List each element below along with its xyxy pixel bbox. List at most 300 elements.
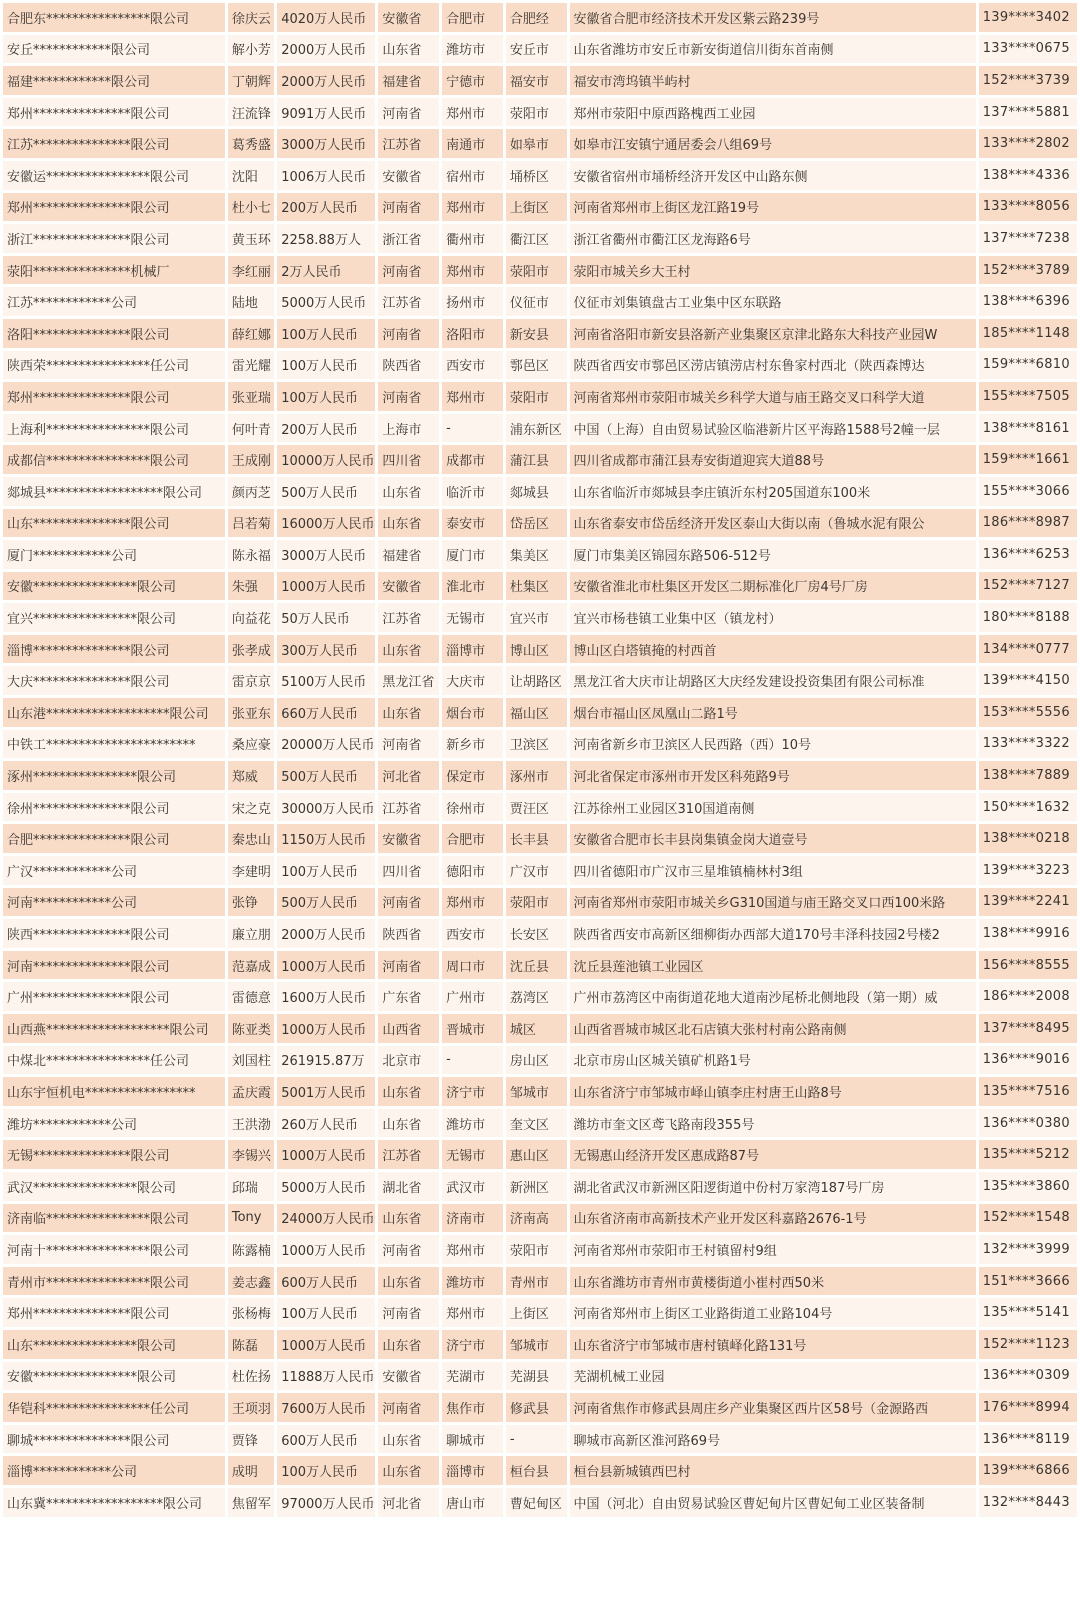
phone-cell: 136****9016 bbox=[979, 1046, 1077, 1075]
table-row bbox=[3, 35, 1077, 64]
district-cell: 长丰县 bbox=[506, 824, 567, 853]
address-cell: 黑龙江省大庆市让胡路区大庆经发建设投资集团有限公司标准 bbox=[570, 666, 976, 695]
district-cell: 奎文区 bbox=[506, 1109, 567, 1138]
district-cell: 邹城市 bbox=[506, 1077, 567, 1106]
province-cell: 河北省 bbox=[378, 761, 439, 790]
city-cell: 无锡市 bbox=[442, 1140, 503, 1169]
table-body bbox=[3, 3, 1077, 1517]
legal-person-cell: 李建明 bbox=[228, 856, 274, 885]
table-row bbox=[3, 1456, 1077, 1485]
legal-person-cell: 陈亚类 bbox=[228, 1014, 274, 1043]
address-cell: 安徽省淮北市杜集区开发区二期标准化厂房4号厂房 bbox=[570, 572, 976, 601]
district-cell: 郯城县 bbox=[506, 477, 567, 506]
city-cell: 西安市 bbox=[442, 919, 503, 948]
registered-capital-cell: 5000万人民币 bbox=[277, 287, 375, 316]
district-cell: 蒲江县 bbox=[506, 445, 567, 474]
address-cell: 安徽省合肥市长丰县岗集镇金岗大道壹号 bbox=[570, 824, 976, 853]
table-row bbox=[3, 3, 1077, 32]
phone-cell: 153****5556 bbox=[979, 698, 1077, 727]
province-cell: 安徽省 bbox=[378, 572, 439, 601]
district-cell: 荥阳市 bbox=[506, 1235, 567, 1264]
registered-capital-cell: 11888万人民币 bbox=[277, 1362, 375, 1391]
phone-cell: 152****1548 bbox=[979, 1204, 1077, 1233]
phone-cell: 152****3739 bbox=[979, 66, 1077, 95]
company-name-cell: 青州市****************限公司 bbox=[3, 1267, 225, 1296]
phone-cell: 132****3999 bbox=[979, 1235, 1077, 1264]
district-cell: 贾汪区 bbox=[506, 793, 567, 822]
phone-cell: 135****5212 bbox=[979, 1140, 1077, 1169]
registered-capital-cell: 1600万人民币 bbox=[277, 982, 375, 1011]
district-cell: 荔湾区 bbox=[506, 982, 567, 1011]
province-cell: 山东省 bbox=[378, 477, 439, 506]
company-name-cell: 郑州***************限公司 bbox=[3, 193, 225, 222]
district-cell: 桓台县 bbox=[506, 1456, 567, 1485]
province-cell: 山东省 bbox=[378, 509, 439, 538]
province-cell: 山东省 bbox=[378, 35, 439, 64]
registered-capital-cell: 200万人民币 bbox=[277, 193, 375, 222]
phone-cell: 138****6396 bbox=[979, 287, 1077, 316]
province-cell: 河南省 bbox=[378, 1298, 439, 1327]
district-cell: 长安区 bbox=[506, 919, 567, 948]
phone-cell: 138****7889 bbox=[979, 761, 1077, 790]
district-cell: 青州市 bbox=[506, 1267, 567, 1296]
company-name-cell: 江苏***************限公司 bbox=[3, 129, 225, 158]
phone-cell: 138****0218 bbox=[979, 824, 1077, 853]
district-cell: 沈丘县 bbox=[506, 951, 567, 980]
province-cell: 山东省 bbox=[378, 1204, 439, 1233]
table-row bbox=[3, 445, 1077, 474]
legal-person-cell: 雷光耀 bbox=[228, 351, 274, 380]
city-cell: 潍坊市 bbox=[442, 35, 503, 64]
company-name-cell: 华铠科****************任公司 bbox=[3, 1393, 225, 1422]
registered-capital-cell: 300万人民币 bbox=[277, 635, 375, 664]
registered-capital-cell: 1000万人民币 bbox=[277, 1014, 375, 1043]
legal-person-cell: 陆地 bbox=[228, 287, 274, 316]
company-name-cell: 安徽运****************限公司 bbox=[3, 161, 225, 190]
legal-person-cell: 焦留军 bbox=[228, 1488, 274, 1517]
district-cell: 杜集区 bbox=[506, 572, 567, 601]
legal-person-cell: 葛秀盛 bbox=[228, 129, 274, 158]
registered-capital-cell: 500万人民币 bbox=[277, 761, 375, 790]
address-cell: 沈丘县莲池镇工业园区 bbox=[570, 951, 976, 980]
province-cell: 陕西省 bbox=[378, 351, 439, 380]
address-cell: 北京市房山区城关镇矿机路1号 bbox=[570, 1046, 976, 1075]
province-cell: 湖北省 bbox=[378, 1172, 439, 1201]
legal-person-cell: 范嘉成 bbox=[228, 951, 274, 980]
city-cell: 潍坊市 bbox=[442, 1109, 503, 1138]
legal-person-cell: 王洪渤 bbox=[228, 1109, 274, 1138]
address-cell: 中国（上海）自由贸易试验区临港新片区平海路1588号2幢一层 bbox=[570, 414, 976, 443]
district-cell: 荥阳市 bbox=[506, 382, 567, 411]
city-cell: 宁德市 bbox=[442, 66, 503, 95]
registered-capital-cell: 2000万人民币 bbox=[277, 66, 375, 95]
city-cell: 芜湖市 bbox=[442, 1362, 503, 1391]
province-cell: 广东省 bbox=[378, 982, 439, 1011]
legal-person-cell: 张孝成 bbox=[228, 635, 274, 664]
district-cell: 邹城市 bbox=[506, 1330, 567, 1359]
legal-person-cell: 丁朝辉 bbox=[228, 66, 274, 95]
registered-capital-cell: 1000万人民币 bbox=[277, 1140, 375, 1169]
address-cell: 山西省晋城市城区北石店镇大张村村南公路南侧 bbox=[570, 1014, 976, 1043]
legal-person-cell: 解小芳 bbox=[228, 35, 274, 64]
company-name-cell: 中铁工*********************** bbox=[3, 730, 225, 759]
table-row bbox=[3, 382, 1077, 411]
district-cell: 集美区 bbox=[506, 540, 567, 569]
phone-cell: 133****8056 bbox=[979, 193, 1077, 222]
registered-capital-cell: 30000万人民币 bbox=[277, 793, 375, 822]
address-cell: 陕西省西安市高新区细柳街办西部大道170号丰泽科技园2号楼2 bbox=[570, 919, 976, 948]
registered-capital-cell: 2258.88万人 bbox=[277, 224, 375, 253]
province-cell: 山东省 bbox=[378, 1456, 439, 1485]
phone-cell: 152****1123 bbox=[979, 1330, 1077, 1359]
district-cell: 衢江区 bbox=[506, 224, 567, 253]
province-cell: 安徽省 bbox=[378, 1362, 439, 1391]
company-name-cell: 中煤北****************任公司 bbox=[3, 1046, 225, 1075]
registered-capital-cell: 2000万人民币 bbox=[277, 919, 375, 948]
address-cell: 山东省潍坊市安丘市新安街道信川街东首南侧 bbox=[570, 35, 976, 64]
legal-person-cell: 邱瑞 bbox=[228, 1172, 274, 1201]
phone-cell: 139****3402 bbox=[979, 3, 1077, 32]
registered-capital-cell: 1006万人民币 bbox=[277, 161, 375, 190]
registered-capital-cell: 1000万人民币 bbox=[277, 572, 375, 601]
table-row bbox=[3, 666, 1077, 695]
phone-cell: 136****8119 bbox=[979, 1425, 1077, 1454]
table-row bbox=[3, 982, 1077, 1011]
table-row bbox=[3, 224, 1077, 253]
province-cell: 上海市 bbox=[378, 414, 439, 443]
phone-cell: 133****2802 bbox=[979, 129, 1077, 158]
table-row bbox=[3, 1077, 1077, 1106]
registered-capital-cell: 200万人民币 bbox=[277, 414, 375, 443]
company-name-cell: 上海利****************限公司 bbox=[3, 414, 225, 443]
legal-person-cell: 李锡兴 bbox=[228, 1140, 274, 1169]
table-row bbox=[3, 98, 1077, 127]
table-row bbox=[3, 1425, 1077, 1454]
province-cell: 安徽省 bbox=[378, 3, 439, 32]
company-name-cell: 陕西***************限公司 bbox=[3, 919, 225, 948]
province-cell: 河南省 bbox=[378, 888, 439, 917]
company-name-cell: 安徽****************限公司 bbox=[3, 572, 225, 601]
legal-person-cell: 王成刚 bbox=[228, 445, 274, 474]
district-cell: - bbox=[506, 1425, 567, 1454]
city-cell: 泰安市 bbox=[442, 509, 503, 538]
table-row bbox=[3, 540, 1077, 569]
legal-person-cell: 颜丙芝 bbox=[228, 477, 274, 506]
address-cell: 如皋市江安镇宁通居委会八组69号 bbox=[570, 129, 976, 158]
table-row bbox=[3, 1140, 1077, 1169]
registered-capital-cell: 3000万人民币 bbox=[277, 540, 375, 569]
registered-capital-cell: 100万人民币 bbox=[277, 856, 375, 885]
company-name-cell: 淄博************公司 bbox=[3, 1456, 225, 1485]
city-cell: 周口市 bbox=[442, 951, 503, 980]
registered-capital-cell: 5100万人民币 bbox=[277, 666, 375, 695]
phone-cell: 133****0675 bbox=[979, 35, 1077, 64]
phone-cell: 135****3860 bbox=[979, 1172, 1077, 1201]
address-cell: 河南省郑州市上街区龙江路19号 bbox=[570, 193, 976, 222]
legal-person-cell: 张杨梅 bbox=[228, 1298, 274, 1327]
company-name-cell: 徐州***************限公司 bbox=[3, 793, 225, 822]
phone-cell: 138****9916 bbox=[979, 919, 1077, 948]
city-cell: 新乡市 bbox=[442, 730, 503, 759]
registered-capital-cell: 4020万人民币 bbox=[277, 3, 375, 32]
address-cell: 河南省郑州市上街区工业路街道工业路104号 bbox=[570, 1298, 976, 1327]
phone-cell: 159****1661 bbox=[979, 445, 1077, 474]
city-cell: 唐山市 bbox=[442, 1488, 503, 1517]
registered-capital-cell: 1000万人民币 bbox=[277, 1330, 375, 1359]
city-cell: 厦门市 bbox=[442, 540, 503, 569]
city-cell: 聊城市 bbox=[442, 1425, 503, 1454]
phone-cell: 155****7505 bbox=[979, 382, 1077, 411]
registered-capital-cell: 100万人民币 bbox=[277, 319, 375, 348]
province-cell: 河南省 bbox=[378, 256, 439, 285]
legal-person-cell: 姜志鑫 bbox=[228, 1267, 274, 1296]
province-cell: 福建省 bbox=[378, 66, 439, 95]
company-name-cell: 成都信****************限公司 bbox=[3, 445, 225, 474]
phone-cell: 137****7238 bbox=[979, 224, 1077, 253]
province-cell: 北京市 bbox=[378, 1046, 439, 1075]
company-name-cell: 淄博***************限公司 bbox=[3, 635, 225, 664]
city-cell: 临沂市 bbox=[442, 477, 503, 506]
province-cell: 山东省 bbox=[378, 1267, 439, 1296]
table-row bbox=[3, 1204, 1077, 1233]
legal-person-cell: 陈露楠 bbox=[228, 1235, 274, 1264]
address-cell: 陕西省西安市鄠邑区涝店镇涝店村东鲁家村西北（陕西森博达 bbox=[570, 351, 976, 380]
registered-capital-cell: 97000万人民币 bbox=[277, 1488, 375, 1517]
phone-cell: 137****8495 bbox=[979, 1014, 1077, 1043]
province-cell: 河南省 bbox=[378, 1393, 439, 1422]
phone-cell: 136****6253 bbox=[979, 540, 1077, 569]
phone-cell: 136****0309 bbox=[979, 1362, 1077, 1391]
city-cell: 潍坊市 bbox=[442, 1267, 503, 1296]
city-cell: 郑州市 bbox=[442, 193, 503, 222]
province-cell: 山西省 bbox=[378, 1014, 439, 1043]
table-row bbox=[3, 1046, 1077, 1075]
legal-person-cell: 张亚东 bbox=[228, 698, 274, 727]
address-cell: 河南省洛阳市新安县洛新产业集聚区京津北路东大科技产业园W bbox=[570, 319, 976, 348]
province-cell: 河南省 bbox=[378, 382, 439, 411]
registered-capital-cell: 20000万人民币 bbox=[277, 730, 375, 759]
registered-capital-cell: 500万人民币 bbox=[277, 888, 375, 917]
table-row bbox=[3, 793, 1077, 822]
city-cell: 成都市 bbox=[442, 445, 503, 474]
company-name-cell: 郑州***************限公司 bbox=[3, 98, 225, 127]
city-cell: 焦作市 bbox=[442, 1393, 503, 1422]
legal-person-cell: 陈磊 bbox=[228, 1330, 274, 1359]
district-cell: 芜湖县 bbox=[506, 1362, 567, 1391]
legal-person-cell: 向益花 bbox=[228, 603, 274, 632]
legal-person-cell: 汪流锋 bbox=[228, 98, 274, 127]
province-cell: 安徽省 bbox=[378, 824, 439, 853]
city-cell: 南通市 bbox=[442, 129, 503, 158]
address-cell: 芜湖机械工业园 bbox=[570, 1362, 976, 1391]
city-cell: 合肥市 bbox=[442, 824, 503, 853]
province-cell: 江苏省 bbox=[378, 129, 439, 158]
address-cell: 浙江省衢州市衢江区龙海路6号 bbox=[570, 224, 976, 253]
district-cell: 鄠邑区 bbox=[506, 351, 567, 380]
legal-person-cell: 秦忠山 bbox=[228, 824, 274, 853]
address-cell: 荥阳市城关乡大王村 bbox=[570, 256, 976, 285]
province-cell: 江苏省 bbox=[378, 603, 439, 632]
city-cell: 晋城市 bbox=[442, 1014, 503, 1043]
province-cell: 黑龙江省 bbox=[378, 666, 439, 695]
district-cell: 城区 bbox=[506, 1014, 567, 1043]
table-row bbox=[3, 161, 1077, 190]
phone-cell: 185****1148 bbox=[979, 319, 1077, 348]
city-cell: - bbox=[442, 1046, 503, 1075]
phone-cell: 186****2008 bbox=[979, 982, 1077, 1011]
registered-capital-cell: 5000万人民币 bbox=[277, 1172, 375, 1201]
table-row bbox=[3, 193, 1077, 222]
address-cell: 河南省郑州市荥阳市城关乡G310国道与庙王路交叉口西100米路 bbox=[570, 888, 976, 917]
table-row bbox=[3, 856, 1077, 885]
address-cell: 河南省焦作市修武县周庄乡产业集聚区西片区58号（金源路西 bbox=[570, 1393, 976, 1422]
city-cell: 济宁市 bbox=[442, 1330, 503, 1359]
company-name-cell: 江苏************公司 bbox=[3, 287, 225, 316]
table-row bbox=[3, 1235, 1077, 1264]
registered-capital-cell: 600万人民币 bbox=[277, 1425, 375, 1454]
address-cell: 宜兴市杨巷镇工业集中区（镇龙村） bbox=[570, 603, 976, 632]
company-name-cell: 浙江***************限公司 bbox=[3, 224, 225, 253]
company-name-cell: 聊城***************限公司 bbox=[3, 1425, 225, 1454]
phone-cell: 150****1632 bbox=[979, 793, 1077, 822]
district-cell: 曹妃甸区 bbox=[506, 1488, 567, 1517]
legal-person-cell: 吕若菊 bbox=[228, 509, 274, 538]
district-cell: 涿州市 bbox=[506, 761, 567, 790]
district-cell: 广汉市 bbox=[506, 856, 567, 885]
district-cell: 岱岳区 bbox=[506, 509, 567, 538]
table-row bbox=[3, 603, 1077, 632]
legal-person-cell: 王项羽 bbox=[228, 1393, 274, 1422]
company-name-cell: 山东宇恒机电***************** bbox=[3, 1077, 225, 1106]
table-row bbox=[3, 1393, 1077, 1422]
registered-capital-cell: 100万人民币 bbox=[277, 351, 375, 380]
city-cell: 保定市 bbox=[442, 761, 503, 790]
address-cell: 安徽省宿州市埇桥经济开发区中山路东侧 bbox=[570, 161, 976, 190]
province-cell: 山东省 bbox=[378, 1330, 439, 1359]
city-cell: 宿州市 bbox=[442, 161, 503, 190]
table-row bbox=[3, 319, 1077, 348]
table-row bbox=[3, 761, 1077, 790]
district-cell: 新洲区 bbox=[506, 1172, 567, 1201]
phone-cell: 180****8188 bbox=[979, 603, 1077, 632]
company-name-cell: 厦门************公司 bbox=[3, 540, 225, 569]
province-cell: 四川省 bbox=[378, 856, 439, 885]
address-cell: 无锡惠山经济开发区惠成路87号 bbox=[570, 1140, 976, 1169]
table-row bbox=[3, 951, 1077, 980]
phone-cell: 176****8994 bbox=[979, 1393, 1077, 1422]
phone-cell: 135****5141 bbox=[979, 1298, 1077, 1327]
legal-person-cell: 李红丽 bbox=[228, 256, 274, 285]
province-cell: 河南省 bbox=[378, 98, 439, 127]
legal-person-cell: 廉立朋 bbox=[228, 919, 274, 948]
city-cell: 大庆市 bbox=[442, 666, 503, 695]
address-cell: 博山区白塔镇掩的村西首 bbox=[570, 635, 976, 664]
company-name-cell: 合肥东****************限公司 bbox=[3, 3, 225, 32]
address-cell: 河北省保定市涿州市开发区科苑路9号 bbox=[570, 761, 976, 790]
company-name-cell: 合肥***************限公司 bbox=[3, 824, 225, 853]
phone-cell: 136****0380 bbox=[979, 1109, 1077, 1138]
legal-person-cell: 朱强 bbox=[228, 572, 274, 601]
table-row bbox=[3, 635, 1077, 664]
district-cell: 卫滨区 bbox=[506, 730, 567, 759]
province-cell: 江苏省 bbox=[378, 793, 439, 822]
address-cell: 湖北省武汉市新洲区阳逻街道中份村万家湾187号厂房 bbox=[570, 1172, 976, 1201]
city-cell: 济宁市 bbox=[442, 1077, 503, 1106]
legal-person-cell: 徐庆云 bbox=[228, 3, 274, 32]
address-cell: 厦门市集美区锦园东路506-512号 bbox=[570, 540, 976, 569]
company-name-cell: 山东****************限公司 bbox=[3, 1330, 225, 1359]
address-cell: 广州市荔湾区中南街道花地大道南沙尾桥北侧地段（第一期）威 bbox=[570, 982, 976, 1011]
table-row bbox=[3, 888, 1077, 917]
company-name-cell: 广汉************公司 bbox=[3, 856, 225, 885]
phone-cell: 152****3789 bbox=[979, 256, 1077, 285]
district-cell: 博山区 bbox=[506, 635, 567, 664]
city-cell: 武汉市 bbox=[442, 1172, 503, 1201]
city-cell: 衢州市 bbox=[442, 224, 503, 253]
registered-capital-cell: 500万人民币 bbox=[277, 477, 375, 506]
province-cell: 河南省 bbox=[378, 1235, 439, 1264]
company-name-cell: 广州***************限公司 bbox=[3, 982, 225, 1011]
table-row bbox=[3, 1172, 1077, 1201]
table-row bbox=[3, 414, 1077, 443]
address-cell: 山东省潍坊市青州市黄楼街道小崔村西50米 bbox=[570, 1267, 976, 1296]
city-cell: 郑州市 bbox=[442, 382, 503, 411]
phone-cell: 139****4150 bbox=[979, 666, 1077, 695]
table-row bbox=[3, 1109, 1077, 1138]
address-cell: 河南省郑州市荥阳市王村镇留村9组 bbox=[570, 1235, 976, 1264]
company-name-cell: 河南***************限公司 bbox=[3, 951, 225, 980]
registered-capital-cell: 600万人民币 bbox=[277, 1267, 375, 1296]
city-cell: 合肥市 bbox=[442, 3, 503, 32]
phone-cell: 155****3066 bbox=[979, 477, 1077, 506]
phone-cell: 138****4336 bbox=[979, 161, 1077, 190]
city-cell: 郑州市 bbox=[442, 98, 503, 127]
district-cell: 合肥经 bbox=[506, 3, 567, 32]
table-row bbox=[3, 477, 1077, 506]
table-row bbox=[3, 1267, 1077, 1296]
district-cell: 荥阳市 bbox=[506, 98, 567, 127]
legal-person-cell: 成明 bbox=[228, 1456, 274, 1485]
district-cell: 浦东新区 bbox=[506, 414, 567, 443]
phone-cell: 152****7127 bbox=[979, 572, 1077, 601]
company-name-cell: 福建************限公司 bbox=[3, 66, 225, 95]
company-name-cell: 潍坊************公司 bbox=[3, 1109, 225, 1138]
table-row bbox=[3, 1014, 1077, 1043]
address-cell: 仪征市刘集镇盘古工业集中区东联路 bbox=[570, 287, 976, 316]
legal-person-cell: 何叶青 bbox=[228, 414, 274, 443]
address-cell: 中国（河北）自由贸易试验区曹妃甸片区曹妃甸工业区装备制 bbox=[570, 1488, 976, 1517]
registered-capital-cell: 24000万人民币 bbox=[277, 1204, 375, 1233]
registered-capital-cell: 2000万人民币 bbox=[277, 35, 375, 64]
table-row bbox=[3, 287, 1077, 316]
legal-person-cell: 贾锋 bbox=[228, 1425, 274, 1454]
district-cell: 上街区 bbox=[506, 1298, 567, 1327]
district-cell: 惠山区 bbox=[506, 1140, 567, 1169]
district-cell: 如皋市 bbox=[506, 129, 567, 158]
phone-cell: 151****3666 bbox=[979, 1267, 1077, 1296]
table-row bbox=[3, 256, 1077, 285]
registered-capital-cell: 100万人民币 bbox=[277, 1456, 375, 1485]
registered-capital-cell: 100万人民币 bbox=[277, 1298, 375, 1327]
district-cell: 埇桥区 bbox=[506, 161, 567, 190]
address-cell: 福安市湾坞镇半屿村 bbox=[570, 66, 976, 95]
table-row bbox=[3, 1488, 1077, 1517]
province-cell: 山东省 bbox=[378, 1109, 439, 1138]
district-cell: 上街区 bbox=[506, 193, 567, 222]
district-cell: 让胡路区 bbox=[506, 666, 567, 695]
registered-capital-cell: 261915.87万 bbox=[277, 1046, 375, 1075]
company-name-cell: 山西燕*******************限公司 bbox=[3, 1014, 225, 1043]
